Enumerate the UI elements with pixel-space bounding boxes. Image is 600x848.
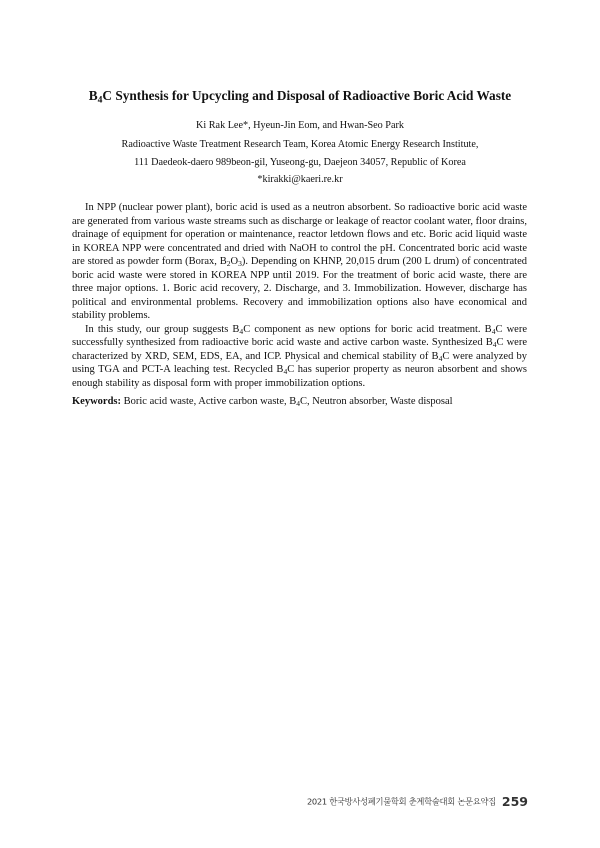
authors: Ki Rak Lee*, Hyeun-Jin Eom, and Hwan-Seo Park [196, 120, 404, 131]
keywords-sub: 4 [296, 398, 301, 408]
affiliation-line-2: 111 Daedeok-daero 989beon-gil, Yuseong-gu, Daejeon 34057, Republic of Korea [134, 157, 466, 168]
p2-text-a: In this study, our group suggests B [85, 323, 240, 335]
keywords-text-a: Boric acid waste, Active carbon waste, B [121, 396, 297, 407]
title-subscript: 4 [97, 94, 103, 106]
p2-sub-2: 4 [491, 326, 496, 336]
page-footer [307, 791, 528, 810]
p2-text-e: C were analyzed by using TGA and PCT-A leaching test. Recycled B [72, 350, 527, 375]
p1-text-a: In NPP (nuclear power plant), boric acid is used as a neutron absorbent. So radioactive boric acid waste are generated from various waste streams such as discharge or leakage of reactor coolant water, floor drains, drainage of equipment for operation or maintenance, reactor letdown flows and etc. Boric acid liquid waste in KOREA NPP were concentrated and dried with NaOH to control the pH. Concentrated boric acid waste are stored as powder form (Borax, B [72, 202, 527, 267]
p1-sub-2: 3 [238, 258, 242, 268]
paper-title [40, 88, 560, 104]
abstract-paragraph-1 [72, 201, 527, 323]
author-email: *kirakki@kaeri.re.kr [257, 174, 343, 185]
title-suffix: C Synthesis for Upcycling and Disposal of Radioactive Boric Acid Waste [102, 88, 512, 103]
p2-sub-5: 4 [283, 366, 288, 376]
footer-journal-name: 2021 한국방사성폐기물학회 춘계학술대회 논문요약집 [306, 796, 496, 807]
keywords-line [72, 395, 527, 409]
title-prefix: B [88, 88, 98, 103]
p1-sub-1: 2 [226, 258, 231, 268]
keywords-label: Keywords: [72, 396, 121, 407]
p2-text-c: C were successfully synthesized from radioactive boric acid waste and active carbon waste. Synthesized B [72, 323, 527, 348]
p2-sub-4: 4 [438, 353, 443, 363]
p2-text-b: C component as new options for boric acid treatment. B [243, 323, 492, 335]
p1-text-c: ). Depending on KHNP, 20,015 drum (200 L drum) of concentrated boric acid waste were stored in KOREA NPP until 2019. For the treatment of boric acid waste, there are three major options. 1. Boric acid recovery, 2. Discharge, and 3. Immobilization. However, discharge has political and environmental problems. Recovery and immobilization options also have economical and stability problems. [72, 256, 527, 321]
keywords-text-b: C, Neutron absorber, Waste disposal [300, 396, 453, 407]
affiliation-line-1: Radioactive Waste Treatment Research Team, Korea Atomic Energy Research Institute, [121, 139, 479, 150]
p1-text-b: O [230, 256, 239, 267]
page-number: 259 [501, 794, 528, 809]
abstract-body [72, 201, 527, 390]
abstract-paragraph-2 [72, 323, 527, 391]
p2-text-f: C has superior property as neuron absorbent and shows enough stability as disposal form with proper immobilization options. [72, 364, 527, 389]
p2-text-d: C were characterized by XRD, SEM, EDS, EA, and ICP. Physical and chemical stability of B [72, 337, 527, 362]
p2-sub-1: 4 [239, 326, 244, 336]
p2-sub-3: 4 [492, 339, 497, 349]
